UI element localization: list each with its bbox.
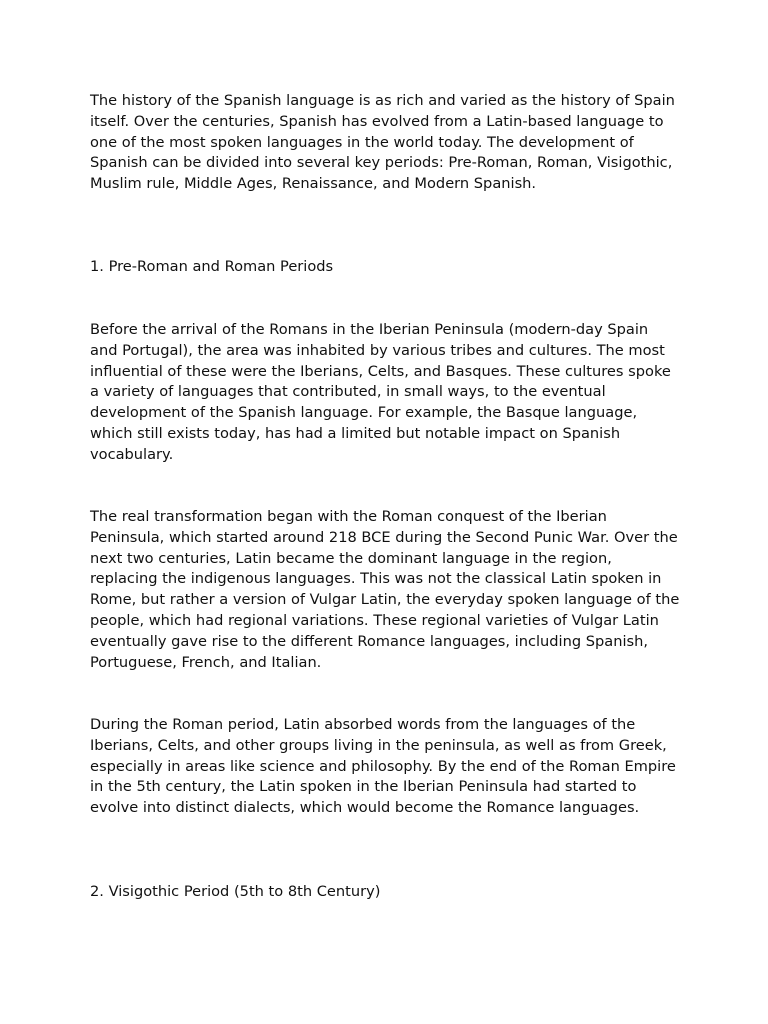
paragraph-pre-roman-tribes: Before the arrival of the Romans in the Iberian Peninsula (modern-day Spain and Portugal), the area was inhabited by various tribes and cultures. The most influential of these were the Iberians, Celts, and Basques. These cultures spoke a variety of languages that contributed, in small ways, to the eventual development of the Spanish language. For example, the Basque language, which still exists today, has had a limited but notable impact on Spanish vocabulary. xyxy=(90,321,671,463)
intro-paragraph: The history of the Spanish language is as rich and varied as the history of Spain itself. Over the centuries, Spanish has evolved from a Latin-based language to one of the most spoken languages in the world today. The development of Spanish can be divided into several key periods: Pre-Roman, Roman, Visigothic, Muslim rule, Middle Ages, Renaissance, and Modern Spanish. xyxy=(90,92,675,193)
paragraph-roman-conquest: The real transformation began with the Roman conquest of the Iberian Peninsula, which started around 218 BCE during the Second Punic War. Over the next two centuries, Latin became the dominant language in the region, replacing the indigenous languages. This was not the classical Latin spoken in Rome, but rather a version of Vulgar Latin, the everyday spoken language of the people, which had regional variations. These regional varieties of Vulgar Latin eventually gave rise to the different Romance languages, including Spanish, Portuguese, French, and Italian. xyxy=(90,508,680,671)
section-heading-visigothic-period: 2. Visigothic Period (5th to 8th Century) xyxy=(90,883,381,900)
paragraph-roman-period-latin: During the Roman period, Latin absorbed words from the languages of the Iberians, Celts, and other groups living in the peninsula, as well as from Greek, especially in areas like science and philosophy. By the end of the Roman Empire in the 5th century, the Latin spoken in the Iberian Peninsula had started to evolve into distinct dialects, which would become the Romance languages. xyxy=(90,716,676,817)
section-heading-pre-roman-and-roman: 1. Pre-Roman and Roman Periods xyxy=(90,258,334,275)
